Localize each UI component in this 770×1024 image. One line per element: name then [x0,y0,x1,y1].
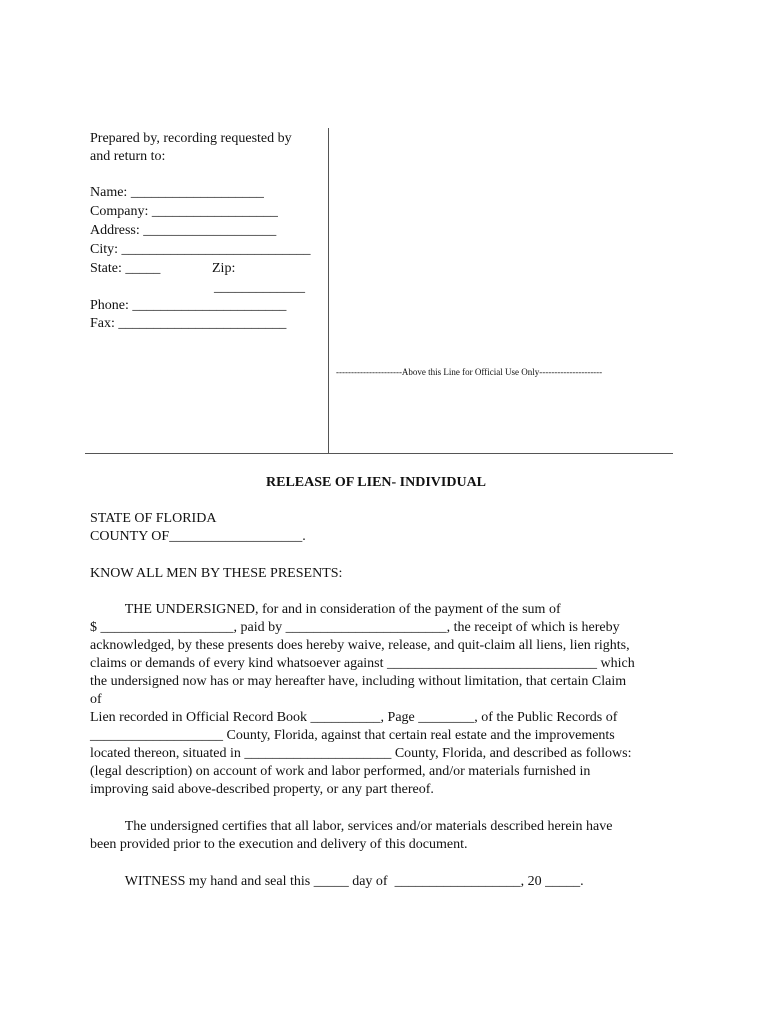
address-field[interactable]: Address: ___________________ [90,223,277,238]
state-field[interactable]: State: _____ [90,261,161,276]
phone-field[interactable]: Phone: ______________________ [90,298,287,313]
paragraph-line: Lien recorded in Official Record Book __________, Page ________, of the Public Records of [90,710,618,725]
zip-field[interactable]: _____________ [214,280,305,295]
know-all-heading: KNOW ALL MEN BY THESE PRESENTS: [90,566,343,581]
paragraph-line: improving said above-described property, or any part thereof. [90,782,434,797]
county-line: COUNTY OF___________________. [90,529,306,544]
document-title: RELEASE OF LIEN- INDIVIDUAL [266,475,487,490]
paragraph-line: claims or demands of every kind whatsoever against ______________________________ which [90,656,635,671]
paragraph-line: located thereon, situated in _____________________ County, Florida, and described as follows: [90,746,632,761]
city-field[interactable]: City: ___________________________ [90,242,311,257]
paragraph-line: THE UNDERSIGNED, for and in consideration of the payment of the sum of [90,602,561,617]
official-use-line: ----------------------Above this Line for Official Use Only--------------------- [336,367,603,377]
paragraph-line: been provided prior to the execution and delivery of this document. [90,837,468,852]
zip-label: Zip: [212,261,236,276]
state-line: STATE OF FLORIDA [90,511,217,526]
paragraph-line: acknowledged, by these presents does hereby waive, release, and quit-claim all liens, lien rights, [90,638,630,653]
witness-line: WITNESS my hand and seal this _____ day of __________________, 20 _____. [90,874,584,889]
prepared-by-line2: and return to: [90,149,166,164]
recording-area-divider [85,453,673,454]
company-field[interactable]: Company: __________________ [90,204,278,219]
paragraph-line: (legal description) on account of work and labor performed, and/or materials furnished in [90,764,591,779]
paragraph-line: the undersigned now has or may hereafter have, including without limitation, that certain Claim [90,674,627,689]
paragraph-line: The undersigned certifies that all labor, services and/or materials described herein have [90,819,613,834]
vertical-divider [328,128,329,453]
paragraph-line: of [90,692,102,707]
fax-field[interactable]: Fax: ________________________ [90,316,287,331]
name-field[interactable]: Name: ___________________ [90,185,264,200]
prepared-by-line1: Prepared by, recording requested by [90,131,292,146]
paragraph-line: $ ___________________, paid by _______________________, the receipt of which is hereby [90,620,620,635]
paragraph-line: ___________________ County, Florida, against that certain real estate and the improvements [90,728,615,743]
